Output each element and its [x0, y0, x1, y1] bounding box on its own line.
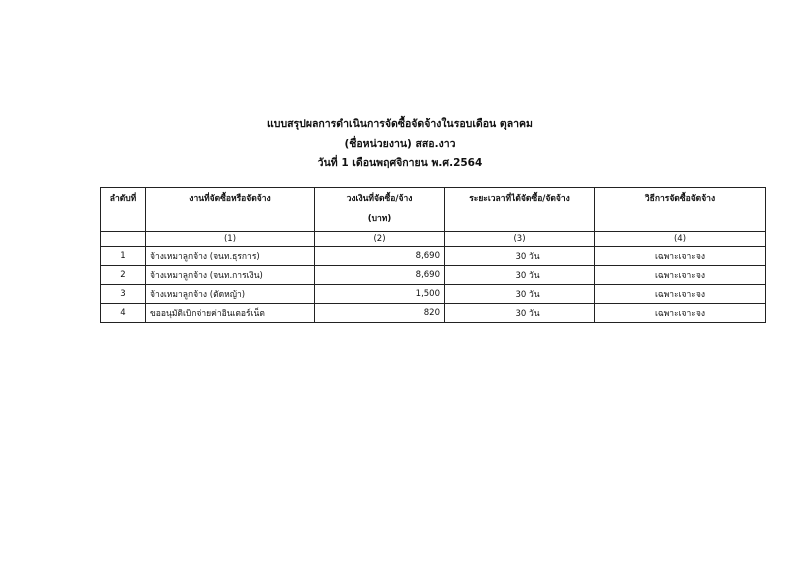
row-no: 3 [101, 285, 146, 304]
row-duration-text: 30 วัน [515, 309, 540, 319]
header-no: ลำดับที่ [101, 188, 146, 232]
row-method: เฉพาะเจาะจง [595, 247, 766, 266]
table-row [101, 304, 766, 323]
procurement-table [100, 187, 766, 323]
table-row [101, 285, 766, 304]
row-desc: จ้างเหมาลูกจ้าง (จนท.การเงิน) [146, 266, 315, 285]
row-method: เฉพาะเจาะจง [595, 266, 766, 285]
row-duration-text: 30 วัน [515, 290, 540, 300]
row-method: เฉพาะเจาะจง [595, 304, 766, 323]
header-amount-label: วงเงินที่จัดซื้อ/จ้าง [346, 194, 413, 204]
row-duration [445, 304, 595, 323]
row-duration-text: 30 วัน [515, 252, 540, 262]
table-row [101, 247, 766, 266]
row-no: 1 [101, 247, 146, 266]
subheader-desc: (1) [146, 232, 315, 247]
row-method: เฉพาะเจาะจง [595, 285, 766, 304]
header-method: วิธีการจัดซื้อจัดจ้าง [595, 188, 766, 232]
subheader-method: (4) [595, 232, 766, 247]
header-duration: ระยะเวลาที่ได้จัดซื้อ/จัดจ้าง [445, 188, 595, 232]
row-desc: จ้างเหมาลูกจ้าง (จนท.ธุรการ) [146, 247, 315, 266]
header-amount [315, 188, 445, 232]
row-duration [445, 247, 595, 266]
row-no: 4 [101, 304, 146, 323]
row-desc: ขออนุมัติเบิกจ่ายค่าอินเตอร์เน็ต [146, 304, 315, 323]
subheader-duration: (3) [445, 232, 595, 247]
report-date: วันที่ 1 เดือนพฤศจิกายน พ.ศ.2564 [317, 157, 483, 169]
table-subheader-row [101, 232, 766, 247]
subheader-no [101, 232, 146, 247]
row-duration [445, 266, 595, 285]
row-amount: 8,690 [315, 247, 445, 266]
row-desc: จ้างเหมาลูกจ้าง (ตัดหญ้า) [146, 285, 315, 304]
table-row [101, 266, 766, 285]
table-header-row [101, 188, 766, 232]
agency-name: (ชื่อหน่วยงาน) สสอ.งาว [344, 138, 456, 150]
row-amount: 820 [315, 304, 445, 323]
header-desc: งานที่จัดซื้อหรือจัดจ้าง [146, 188, 315, 232]
subheader-amount: (2) [315, 232, 445, 247]
row-duration-text: 30 วัน [515, 271, 540, 281]
report-title: แบบสรุปผลการดำเนินการจัดซื้อจัดจ้างในรอบเดือน ตุลาคม [267, 118, 533, 130]
header-amount-unit: (บาท) [367, 214, 392, 224]
row-no: 2 [101, 266, 146, 285]
row-amount: 1,500 [315, 285, 445, 304]
row-amount: 8,690 [315, 266, 445, 285]
row-duration [445, 285, 595, 304]
